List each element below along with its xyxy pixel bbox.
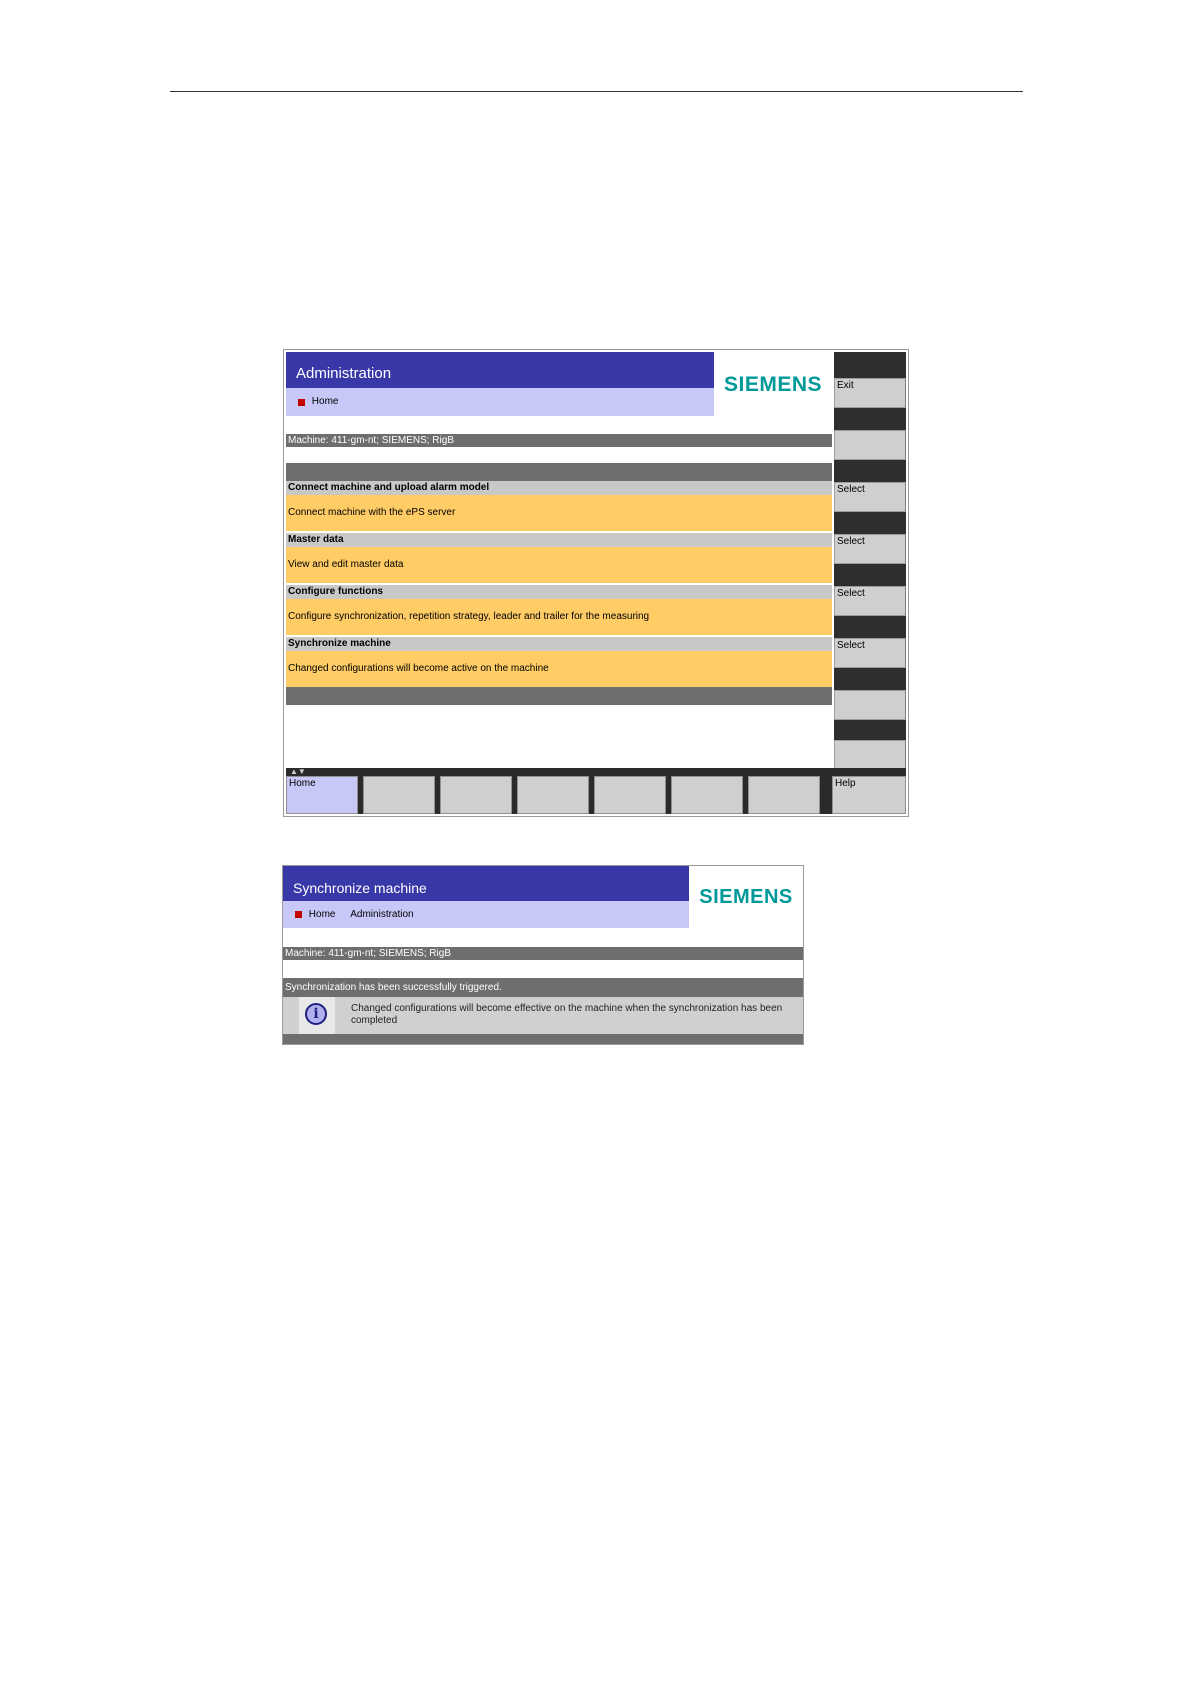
page-up-down-icon[interactable]: ▲▼	[290, 767, 306, 776]
softkey-spacer	[834, 512, 906, 534]
softkey-spacer	[834, 616, 906, 638]
breadcrumb-home[interactable]: Home	[311, 396, 339, 407]
home-button[interactable]: Home	[286, 776, 358, 814]
softkey-empty-8[interactable]	[834, 740, 906, 770]
softkey-bottom-4[interactable]	[517, 776, 589, 814]
help-button[interactable]: Help	[832, 776, 906, 814]
section-heading-configure-functions: Configure functions	[286, 585, 832, 599]
info-message-row	[283, 997, 803, 1034]
select-master-data-button[interactable]: Select	[834, 534, 906, 564]
select-configure-functions-button[interactable]: Select	[834, 586, 906, 616]
softkey-spacer	[834, 352, 906, 378]
softkey-spacer	[834, 460, 906, 482]
administration-screen	[284, 350, 908, 816]
select-synchronize-machine-button[interactable]: Select	[834, 638, 906, 668]
status-message-bar: Synchronization has been successfully triggered.	[283, 978, 803, 997]
breadcrumb	[286, 388, 714, 416]
section-item-configure-functions[interactable]: Configure synchronization, repetition strategy, leader and trailer for the measuring	[286, 599, 832, 635]
siemens-logo: SIEMENS	[689, 866, 803, 928]
info-message-text: Changed configurations will become effective on the machine when the synchronization has been completed	[351, 1003, 783, 1026]
page-header-rule	[170, 91, 1023, 92]
page-title: Synchronize machine	[283, 866, 689, 901]
siemens-logo: SIEMENS	[714, 352, 832, 416]
softkey-bottom-2[interactable]	[363, 776, 435, 814]
section-item-master-data[interactable]: View and edit master data	[286, 547, 832, 583]
softkey-spacer	[834, 564, 906, 586]
softkey-empty-2[interactable]	[834, 430, 906, 460]
breadcrumb-home[interactable]: Home	[308, 909, 336, 920]
breadcrumb-bullet-icon	[295, 911, 302, 918]
breadcrumb-bullet-icon	[298, 399, 305, 406]
breadcrumb	[283, 901, 689, 928]
section-divider	[286, 463, 832, 481]
footer-bar	[283, 1034, 803, 1044]
section-footer-bar	[286, 687, 832, 705]
select-connect-machine-button[interactable]: Select	[834, 482, 906, 512]
softkey-spacer	[834, 408, 906, 430]
spacer	[286, 447, 832, 463]
empty-content-area	[286, 705, 832, 767]
horizontal-softkey-bar	[286, 768, 906, 814]
main-panel	[286, 352, 832, 810]
exit-button[interactable]: Exit	[834, 378, 906, 408]
section-heading-connect-machine: Connect machine and upload alarm model	[286, 481, 832, 495]
softkey-bottom-3[interactable]	[440, 776, 512, 814]
softkey-bottom-5[interactable]	[594, 776, 666, 814]
section-item-synchronize-machine[interactable]: Changed configurations will become active on the machine	[286, 651, 832, 687]
machine-info-bar: Machine: 411-gm-nt; SIEMENS; RigB	[283, 947, 803, 960]
machine-info-bar: Machine: 411-gm-nt; SIEMENS; RigB	[286, 434, 832, 447]
breadcrumb-administration[interactable]: Administration	[350, 909, 414, 920]
page-title: Administration	[286, 352, 714, 388]
section-heading-master-data: Master data	[286, 533, 832, 547]
softkey-bottom-6[interactable]	[671, 776, 743, 814]
softkey-spacer	[834, 720, 906, 740]
synchronize-machine-screen	[283, 866, 803, 1044]
info-icon: i	[305, 1003, 327, 1025]
section-item-connect-machine[interactable]: Connect machine with the ePS server	[286, 495, 832, 531]
vertical-softkey-bar	[834, 352, 906, 808]
softkey-empty-7[interactable]	[834, 690, 906, 720]
spacer	[283, 960, 803, 978]
section-heading-synchronize-machine: Synchronize machine	[286, 637, 832, 651]
softkey-bottom-7[interactable]	[748, 776, 820, 814]
info-icon-cell	[299, 997, 335, 1034]
softkey-spacer	[834, 668, 906, 690]
